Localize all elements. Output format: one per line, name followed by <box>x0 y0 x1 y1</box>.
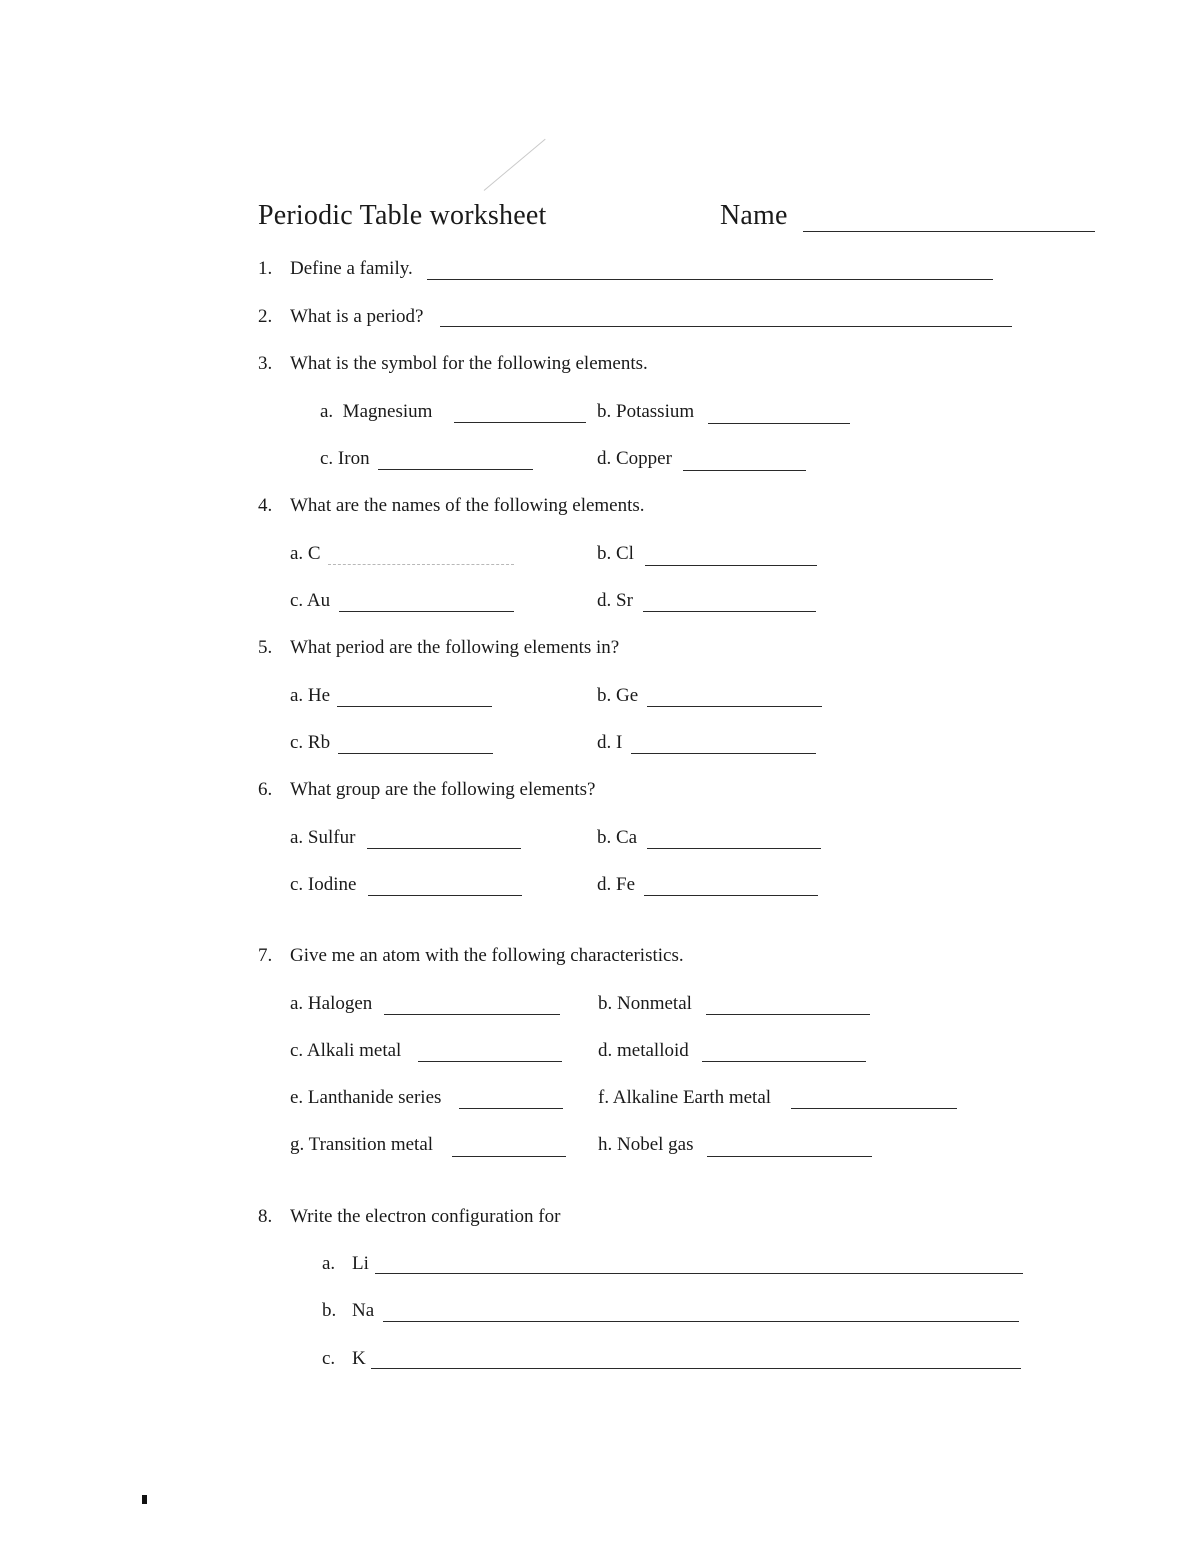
q7-item-g: g. Transition metal <box>290 1134 434 1155</box>
name-answer-line[interactable] <box>803 231 1095 232</box>
q8-item-b <box>322 1300 374 1322</box>
question-text: What is the symbol for the following elements. <box>290 353 648 374</box>
q6-answer-c[interactable] <box>368 895 522 896</box>
q3-answer-b[interactable] <box>708 423 850 424</box>
q7-item-d: d. metalloid <box>598 1040 689 1061</box>
q6-answer-a[interactable] <box>367 848 521 849</box>
q7-item-h: h. Nobel gas <box>598 1134 694 1155</box>
q5-answer-d[interactable] <box>631 753 816 754</box>
q6-item-b: b. Ca <box>597 827 638 848</box>
q3-item-d: d. Copper <box>597 448 672 469</box>
q6-item-d: d. Fe <box>597 874 635 895</box>
question-5 <box>258 637 619 659</box>
q5-item-a: a. He <box>290 685 331 706</box>
q7-answer-g[interactable] <box>452 1156 566 1157</box>
q4-answer-d[interactable] <box>643 611 816 612</box>
question-text: Write the electron configuration for <box>290 1206 561 1227</box>
question-4 <box>258 495 645 517</box>
q8-answer-c[interactable] <box>371 1368 1021 1369</box>
question-number: 3. <box>258 353 273 374</box>
scan-mark <box>484 139 546 191</box>
question-text: Define a family. <box>290 258 413 279</box>
q4-answer-b[interactable] <box>645 565 817 566</box>
q4-answer-c[interactable] <box>339 611 514 612</box>
q7-answer-e[interactable] <box>459 1108 563 1109</box>
element-symbol: K <box>352 1348 366 1369</box>
question-7 <box>258 945 684 967</box>
q5-answer-b[interactable] <box>647 706 822 707</box>
q4-item-d: d. Sr <box>597 590 633 611</box>
q5-item-c: c. Rb <box>290 732 331 753</box>
q5-answer-a[interactable] <box>337 706 492 707</box>
question-3 <box>258 353 648 375</box>
q7-item-c: c. Alkali metal <box>290 1040 402 1061</box>
q8-item-c <box>322 1348 366 1370</box>
q5-answer-c[interactable] <box>338 753 493 754</box>
answer-line-2[interactable] <box>440 326 1012 327</box>
q7-item-f: f. Alkaline Earth metal <box>598 1087 772 1108</box>
question-number: 7. <box>258 945 273 966</box>
q7-item-e: e. Lanthanide series <box>290 1087 442 1108</box>
q3-item-b: b. Potassium <box>597 401 695 422</box>
q5-item-b: b. Ge <box>597 685 639 706</box>
q4-item-c: c. Au <box>290 590 331 611</box>
question-text: What group are the following elements? <box>290 779 596 800</box>
q3-answer-c[interactable] <box>378 469 533 470</box>
question-text: Give me an atom with the following characteristics. <box>290 945 684 966</box>
question-6 <box>258 779 595 801</box>
q7-answer-h[interactable] <box>707 1156 872 1157</box>
q3-item-a: a. Magnesium <box>320 401 433 422</box>
question-text: What are the names of the following elements. <box>290 495 645 516</box>
item-letter: c. <box>322 1348 336 1369</box>
question-number: 8. <box>258 1206 273 1227</box>
item-letter: a. <box>322 1253 336 1274</box>
q8-answer-a[interactable] <box>375 1273 1023 1274</box>
q8-answer-b[interactable] <box>383 1321 1019 1322</box>
question-2 <box>258 306 423 328</box>
q3-answer-a[interactable] <box>454 422 586 423</box>
q7-answer-f[interactable] <box>791 1108 957 1109</box>
question-number: 1. <box>258 258 273 279</box>
question-8 <box>258 1206 560 1228</box>
q3-item-c: c. Iron <box>320 448 370 469</box>
q4-item-b: b. Cl <box>597 543 634 564</box>
q6-answer-b[interactable] <box>647 848 821 849</box>
q7-answer-d[interactable] <box>702 1061 866 1062</box>
q6-item-a: a. Sulfur <box>290 827 356 848</box>
q7-answer-a[interactable] <box>384 1014 560 1015</box>
q3-answer-d[interactable] <box>683 470 806 471</box>
q7-answer-b[interactable] <box>706 1014 870 1015</box>
question-text: What is a period? <box>290 306 424 327</box>
question-1 <box>258 258 413 280</box>
element-symbol: Li <box>352 1253 369 1274</box>
q7-item-b: b. Nonmetal <box>598 993 692 1014</box>
item-letter: b. <box>322 1300 337 1321</box>
q8-item-a <box>322 1253 369 1275</box>
q7-item-a: a. Halogen <box>290 993 373 1014</box>
question-number: 5. <box>258 637 273 658</box>
question-number: 6. <box>258 779 273 800</box>
q5-item-d: d. I <box>597 732 623 753</box>
question-number: 2. <box>258 306 273 327</box>
question-number: 4. <box>258 495 273 516</box>
element-symbol: Na <box>352 1300 375 1321</box>
q7-answer-c[interactable] <box>418 1061 562 1062</box>
name-label: Name <box>720 200 788 231</box>
q6-item-c: c. Iodine <box>290 874 357 895</box>
q4-item-a: a. C <box>290 543 321 564</box>
answer-line-1[interactable] <box>427 279 993 280</box>
q4-answer-a[interactable] <box>328 564 514 565</box>
worksheet-title: Periodic Table worksheet <box>258 200 547 231</box>
question-text: What period are the following elements in? <box>290 637 620 658</box>
q6-answer-d[interactable] <box>644 895 818 896</box>
scan-speck <box>142 1495 147 1504</box>
